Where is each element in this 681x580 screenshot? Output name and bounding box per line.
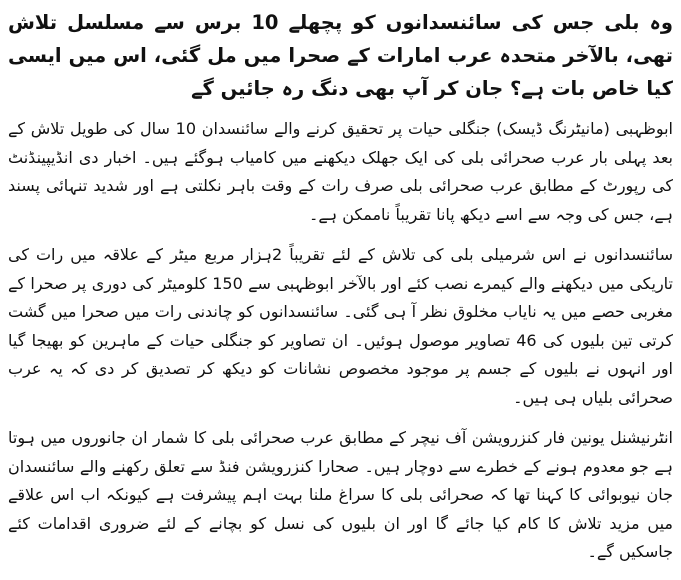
article-paragraph-2: سائنسدانوں نے اس شرمیلی بلی کی تلاش کے لئے تقریباً 2ہزار مربع میٹر کے علاقہ میں رات کی تاریکی میں دیکھنے والے کیمرے نصب کئے اور بالآخر ابوظہبی سے 150 کلومیٹر کی دوری پر صحرا کے مغربی حصے میں یہ نایاب مخلوق نظر آ ہی گئی۔ سائنسدانوں کو چاندنی رات میں صحرا میں گشت کرتی تین بلیوں کی 46 تصاویر موصول ہوئیں۔ ان تصاویر کو جنگلی حیات کے ماہرین کو بھیجا گیا اور انہوں نے بلیوں کے جسم پر موجود مخصوص نشانات کو دیکھ کر تصدیق کر دی کہ یہ عرب صحرائی بلیاں ہی ہیں۔ xyxy=(8,245,673,407)
article-headline: وہ بلی جس کی سائنسدانوں کو پچھلے 10 برس سے مسلسل تلاش تھی، بالآخر متحدہ عرب امارات کے صحرا میں مل گئی، اس میں ایسی کیا خاص بات ہے؟ جان کر آپ بھی دنگ رہ جائیں گے xyxy=(8,11,673,100)
article-paragraph-3: انٹرنیشنل یونین فار کنزرویشن آف نیچر کے مطابق عرب صحرائی بلی کا شمار ان جانوروں میں ہوتا ہے جو معدوم ہونے کے خطرے سے دوچار ہیں۔ صحارا کنزرویشن فنڈ سے تعلق رکھنے والے سائنسدان جان نیوبوائی کا کہنا تھا کہ صحرائی بلی کا سراغ ملنا بہت اہم پیشرفت ہے کیونکہ اب اس علاقے میں مزید تلاش کا کام کیا جائے گا اور ان بلیوں کی نسل کو بچانے کے لئے ضروری اقدامات کئے جاسکیں گے۔ xyxy=(8,428,673,561)
article-paragraph-1: ابوظہبی (مانیٹرنگ ڈیسک) جنگلی حیات پر تحقیق کرنے والے سائنسدان 10 سال کی طویل تلاش کے بعد پہلی بار عرب صحرائی بلی کی ایک جھلک دیکھنے میں کامیاب ہوگئے ہیں۔ اخبار دی انڈیپینڈنٹ کی رپورٹ کے مطابق عرب صحرائی بلی صرف رات کے وقت باہر نکلتی ہے اور شدید تنہائی پسند ہے، جس کی وجہ سے اسے دیکھ پانا تقریباً ناممکن ہے۔ xyxy=(8,119,673,224)
article xyxy=(8,6,673,579)
